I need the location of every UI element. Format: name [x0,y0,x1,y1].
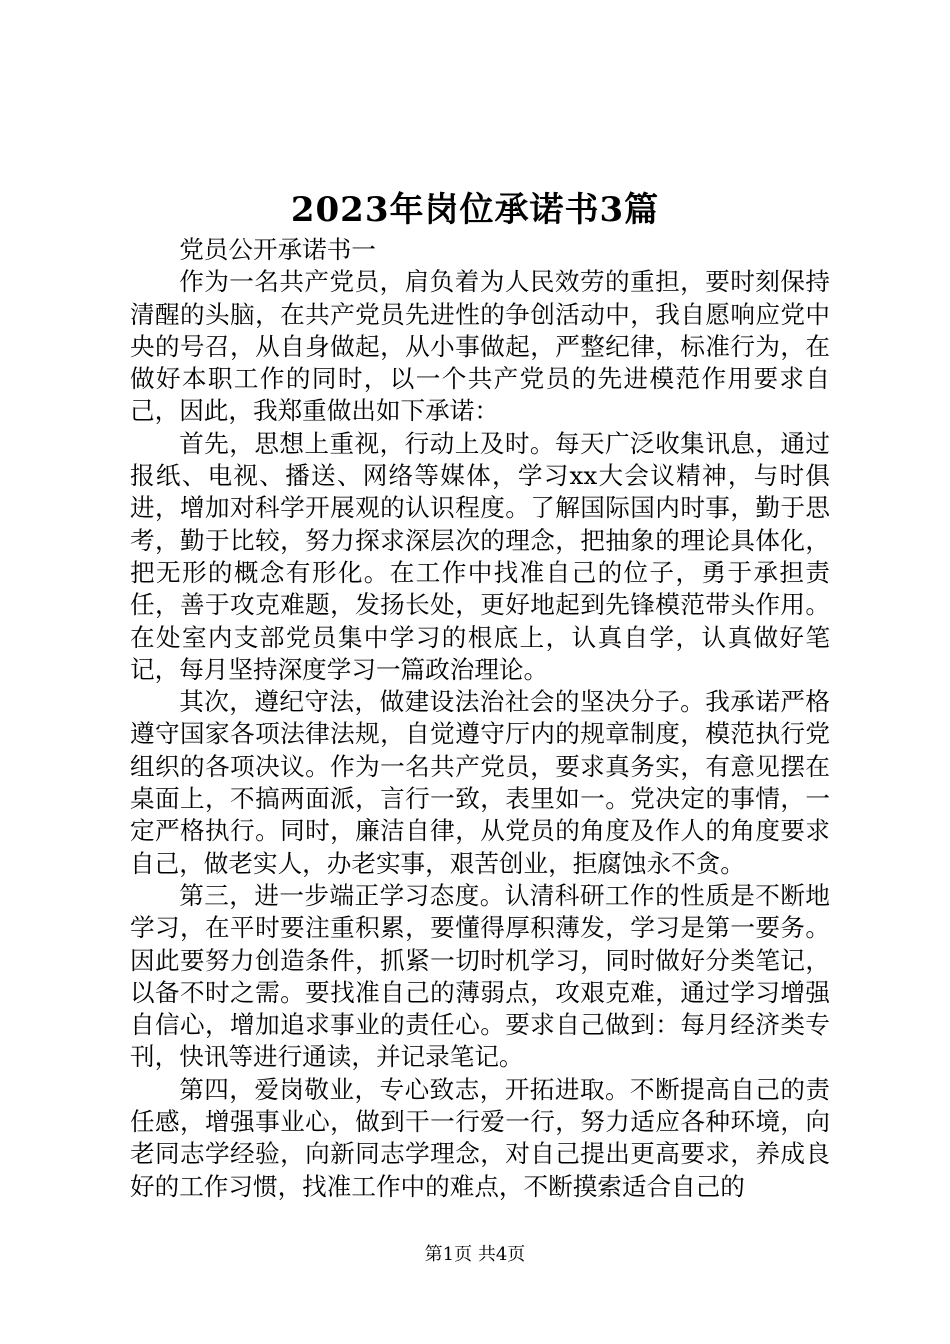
body-paragraph: 作为一名共产党员，肩负着为人民效劳的重担，要时刻保持清醒的头脑，在共产党员先进性的争创活动中，我自愿响应党中央的号召，从自身做起，从小事做起，严整纪律，标准行为，在做好本职工作的同时，以一个共产党员的先进模范作用要求自己，因此，我郑重做出如下承诺： [130,267,830,426]
document-title: 2023年岗位承诺书3篇 [290,190,660,230]
document-body [130,234,830,1203]
body-paragraph: 其次，遵纪守法，做建设法治社会的坚决分子。我承诺严格遵守国家各项法律法规，自觉遵守厅内的规章制度，模范执行党组织的各项决议。作为一名共产党员，要求真务实，有意见摆在桌面上，不搞两面派，言行一致，表里如一。党决定的事情，一定严格执行。同时，廉洁自律，从党员的角度及作人的角度要求自己，做老实人，办老实事，艰苦创业，拒腐蚀永不贪。 [130,687,830,878]
body-paragraph: 首先，思想上重视，行动上及时。每天广泛收集讯息，通过报纸、电视、播送、网络等媒体，学习xx大会议精神，与时俱进，增加对科学开展观的认识程度。了解国际国内时事，勤于思考，勤于比较，努力探求深层次的理念，把抽象的理论具体化，把无形的概念有形化。在工作中找准自己的位子，勇于承担责任，善于攻克难题，发扬长处，更好地起到先锋模范带头作用。在处室内支部党员集中学习的根底上，认真自学，认真做好笔记，每月坚持深度学习一篇政治理论。 [130,428,830,684]
section-heading: 党员公开承诺书一 [179,235,376,264]
body-paragraph: 第四，爱岗敬业，专心致志，开拓进取。不断提高自己的责任感，增强事业心，做到干一行爱一行，努力适应各种环境，向老同志学经验，向新同志学理念，对自己提出更高要求，养成良好的工作习惯，找准工作中的难点，不断摸索适合自己的 [130,1074,830,1201]
body-paragraph: 第三，进一步端正学习态度。认清科研工作的性质是不断地学习，在平时要注重积累，要懂得厚积薄发，学习是第一要务。因此要努力创造条件，抓紧一切时机学习，同时做好分类笔记，以备不时之需。要找准自己的薄弱点，攻艰克难，通过学习增强自信心，增加追求事业的责任心。要求自己做到：每月经济类专刊，快讯等进行通读，并记录笔记。 [130,880,830,1072]
page-number-footer: 第1页 共4页 [424,1244,526,1265]
